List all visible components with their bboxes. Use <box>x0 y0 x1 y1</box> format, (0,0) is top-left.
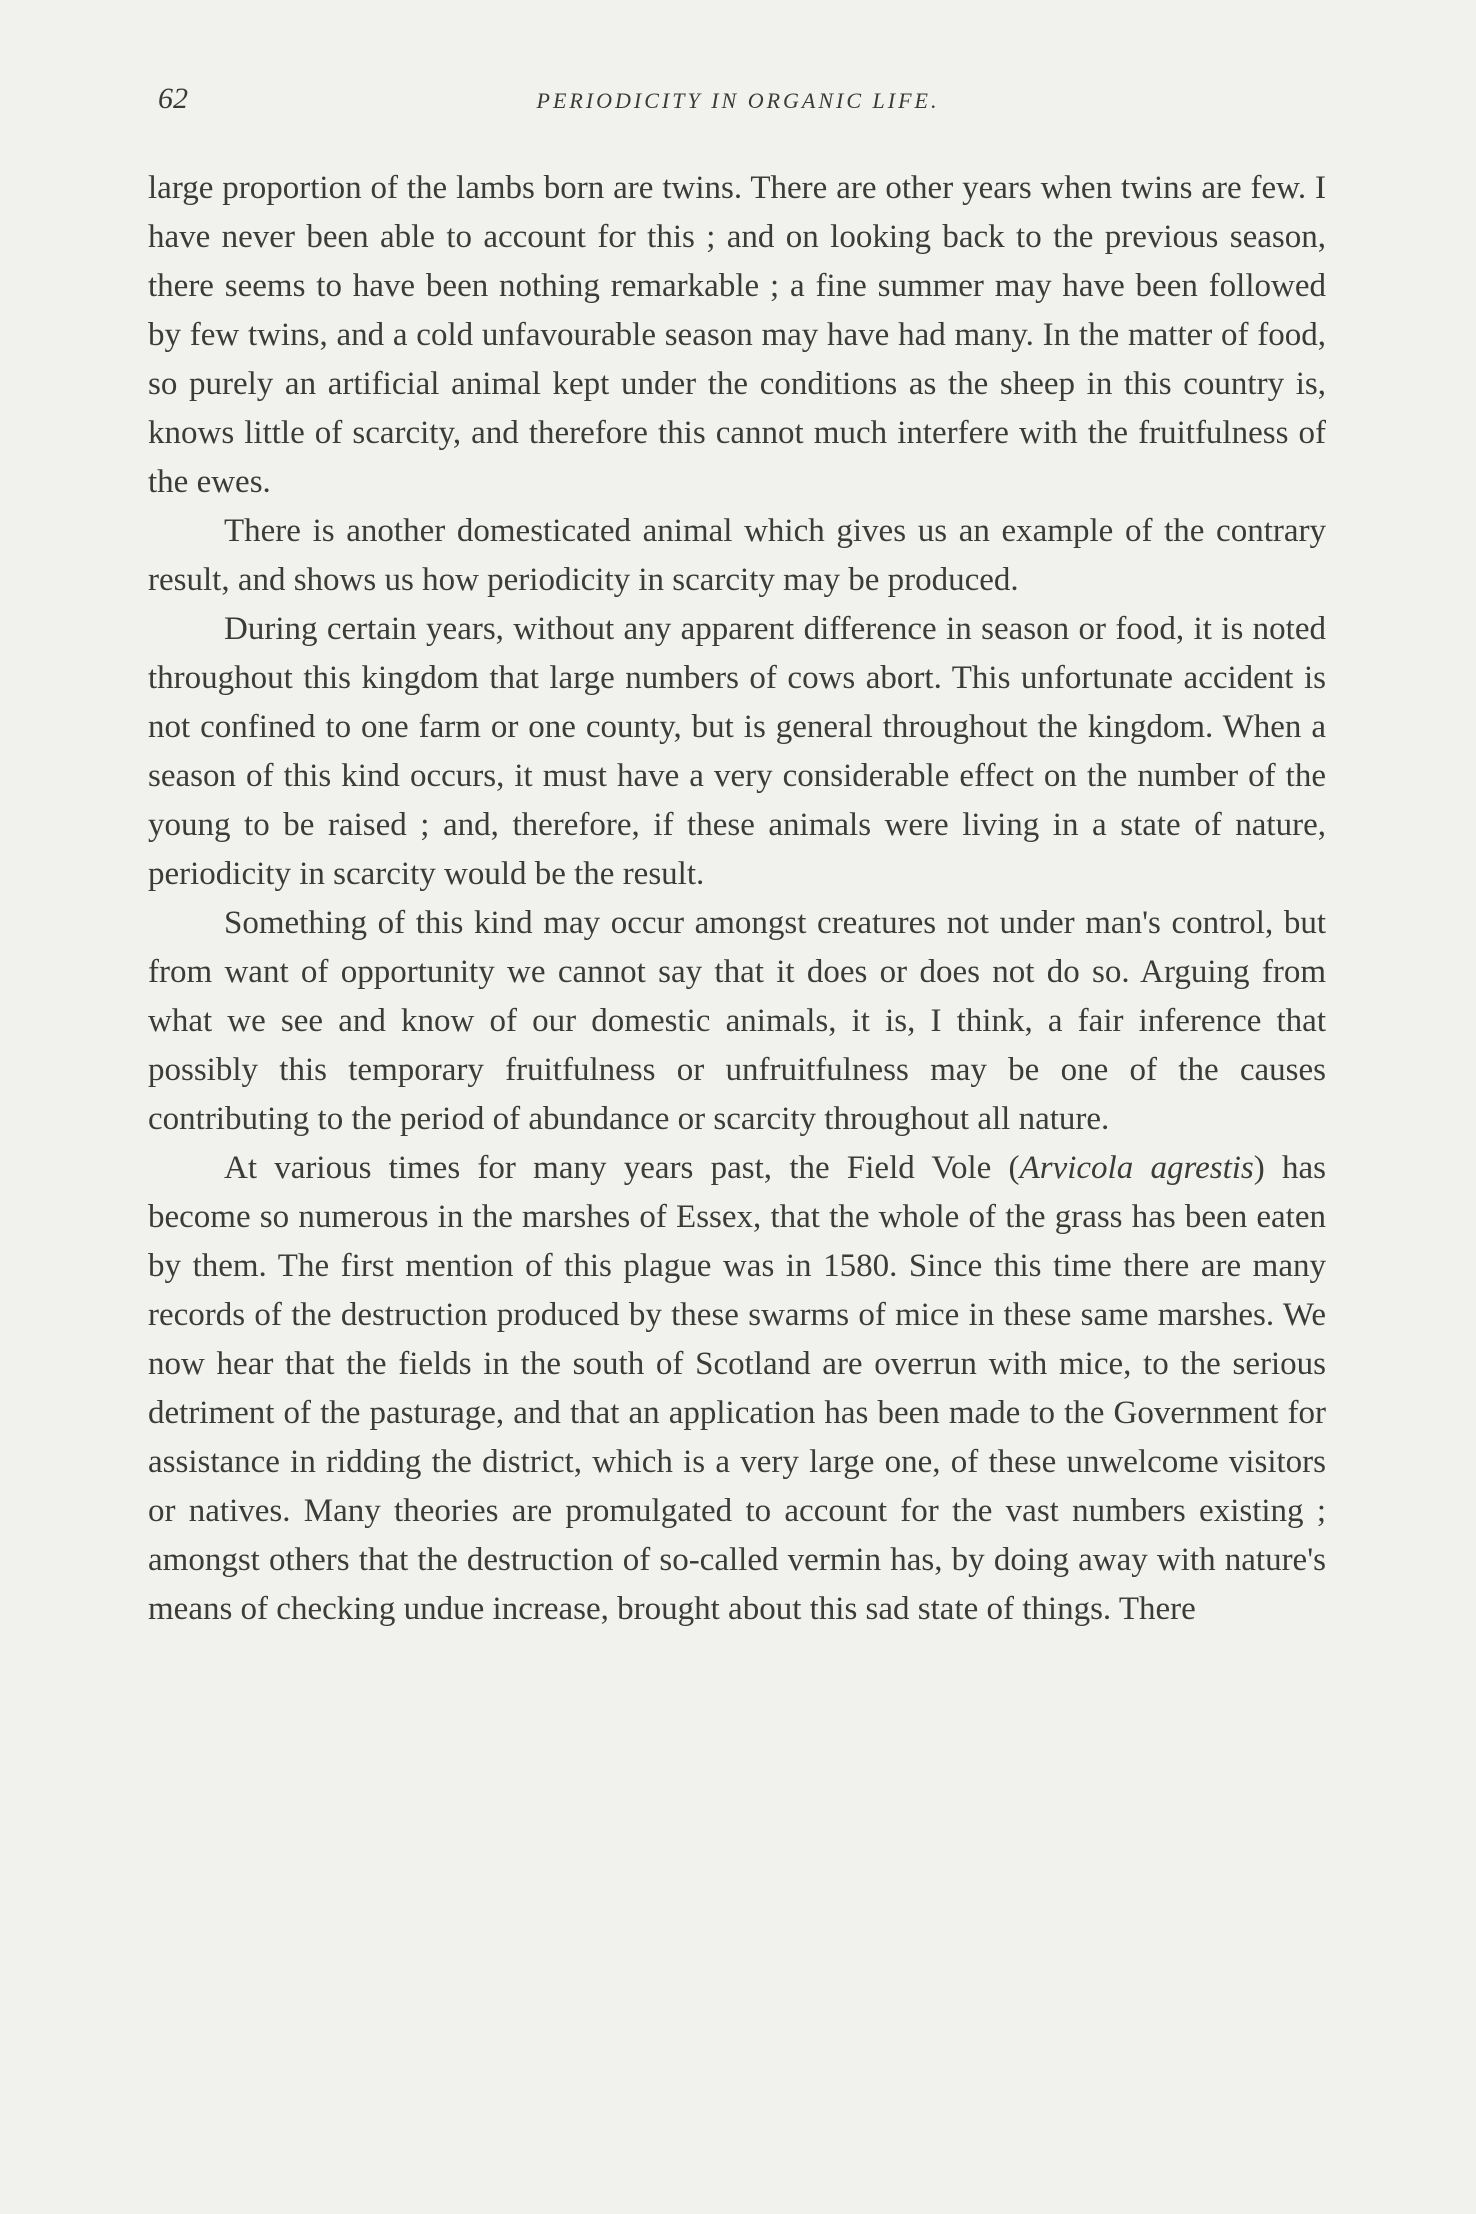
running-header <box>158 82 1318 122</box>
paragraph: Something of this kind may occur amongst creatures not under man's control, but from want of opportunity we cannot say that it does or does not do so. Arguing from what we see and know of our domestic animals, it is, I think, a fair inference that possibly this temporary fruitfulness or unfruitfulness may be one of the causes contributing to the period of abundance or scarcity throughout all nature. <box>148 905 1326 1137</box>
paragraph: There is another domesticated animal which gives us an example of the contrary result, and shows us how periodicity in scarcity may be produced. <box>148 513 1326 598</box>
paragraph-continued: large proportion of the lambs born are twins. There are other years when twins are few. I have never been able to account for this ; and on looking back to the previous season, there seems to have been nothing remarkable ; a fine summer may have been followed by few twins, and a cold unfavourable season may have had many. In the matter of food, so purely an artificial animal kept under the conditions as the sheep in this country is, knows little of scarcity, and therefore this cannot much interfere with the fruitfulness of the ewes. <box>148 170 1326 500</box>
paragraph-field-vole <box>148 1144 1326 1634</box>
paragraph: During certain years, without any apparent difference in season or food, it is noted throughout this kingdom that large numbers of cows abort. This unfortunate accident is not confined to one farm or one county, but is general throughout the kingdom. When a season of this kind occurs, it must have a very considerable effect on the number of the young to be raised ; and, therefore, if these animals were living in a state of nature, periodicity in scarcity would be the result. <box>148 611 1326 892</box>
species-name: Arvicola agrestis <box>1019 1150 1254 1186</box>
paragraph-text-before: At various times for many years past, the Field Vole ( <box>224 1150 1020 1186</box>
running-title: PERIODICITY IN ORGANIC LIFE. <box>536 88 940 113</box>
paragraph-text-after: ) has become so numerous in the marshes of Essex, that the whole of the grass has been eaten by them. The first mention of this plague was in 1580. Since this time there are many records of the destruction produced by these swarms of mice in these same marshes. We now hear that the fields in the south of Scotland are overrun with mice, to the serious detriment of the pasturage, and that an application has been made to the Government for assistance in ridding the district, which is a very large one, of these unwelcome visitors or natives. Many theories are promulgated to account for the vast numbers existing ; amongst others that the destruction of so-called vermin has, by doing away with nature's means of checking undue increase, brought about this sad state of things. There <box>148 1150 1326 1627</box>
page-number: 62 <box>158 82 188 115</box>
body-text <box>148 164 1326 1634</box>
